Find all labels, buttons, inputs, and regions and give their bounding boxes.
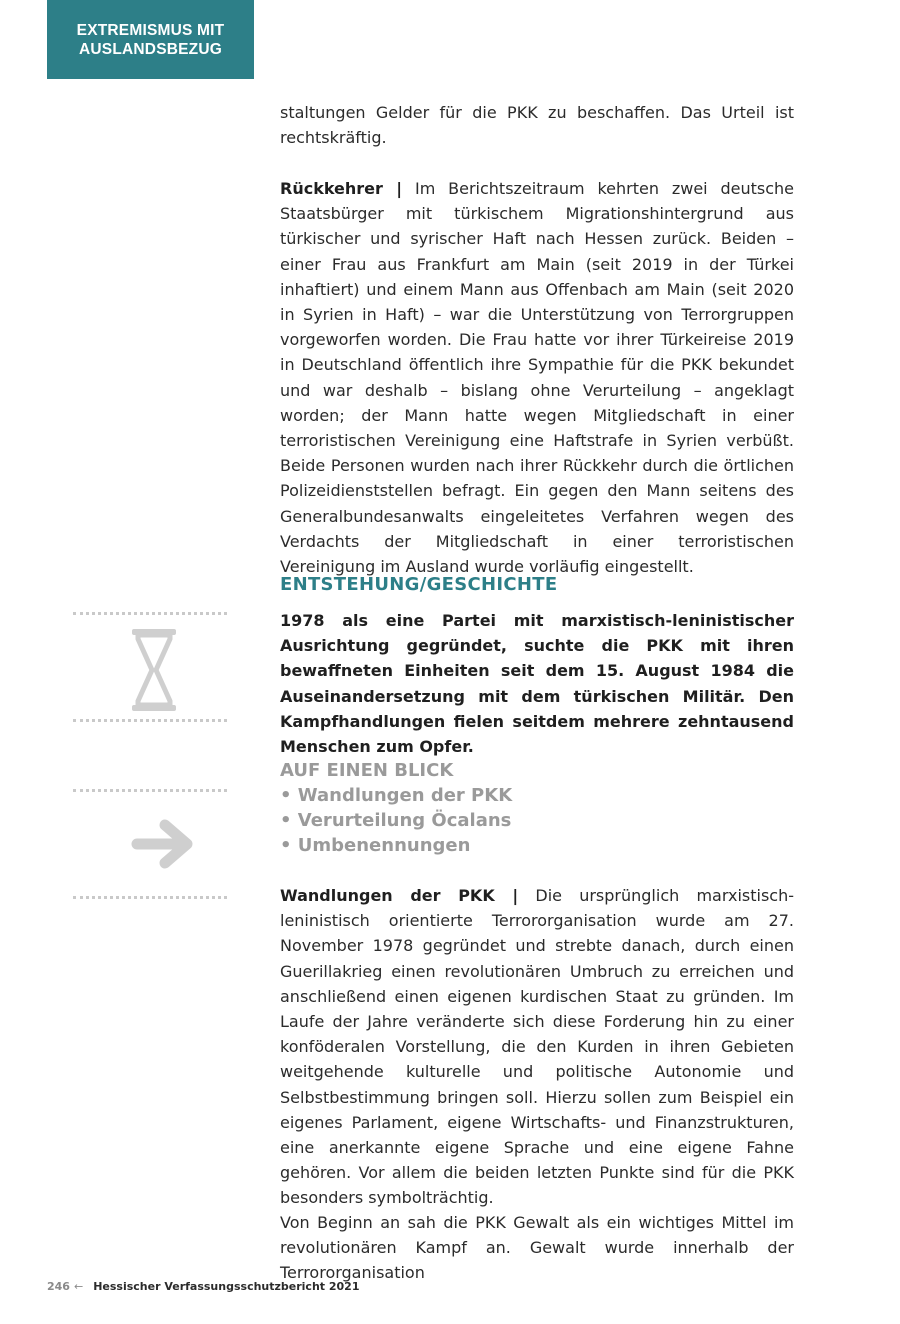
at-a-glance-item: • Wandlungen der PKK <box>280 783 794 808</box>
paragraph-rueckkehrer <box>280 176 794 579</box>
intro-summary: 1978 als eine Partei mit marxistisch-leninistischer Ausrichtung gegründet, suchte die PKK mit ihren bewaffneten Einheiten seit dem 15. August 1984 die Auseinandersetzung mit dem türkischen Militär. Den Kampfhandlungen fielen seitdem mehrere zehntausend Menschen zum Opfer. <box>280 611 794 757</box>
chapter-tab-line2: AUSLANDSBEZUG <box>79 40 222 58</box>
divider-dotted <box>73 612 227 615</box>
at-a-glance-title: AUF EINEN BLICK <box>280 760 454 781</box>
runin-wandlungen: Wandlungen der PKK | <box>280 886 519 905</box>
section-heading: ENTSTEHUNG/GESCHICHTE <box>280 574 558 595</box>
report-title: Hessischer Verfassungsschutzbericht 2021 <box>93 1280 360 1293</box>
page-footer <box>47 1280 360 1293</box>
at-a-glance-item: • Verurteilung Öcalans <box>280 808 794 833</box>
hourglass-icon <box>128 627 180 717</box>
divider-dotted <box>73 719 227 722</box>
at-a-glance-item: • Umbenennungen <box>280 833 794 858</box>
divider-dotted <box>73 896 227 899</box>
runin-rueckkehrer: Rückkehrer | <box>280 179 403 198</box>
paragraph-wandlungen <box>280 883 794 1211</box>
chapter-tab-line1: EXTREMISMUS MIT <box>76 21 225 39</box>
arrow-left-icon: ← <box>73 1280 84 1293</box>
paragraph-wandlungen-text: Die ursprünglich marxistisch-leninistisch orientierte Terrororganisation wurde am 27. November 1978 gegründet und strebte danach, durch einen Guerillakrieg einen revolutionären Umbruch zu erreichen und anschließend einen eigenen kurdischen Staat zu gründen. Im Laufe der Jahre veränderte sich diese Forderung hin zu einer konföderalen Vorstellung, die den Kurden in ihren Gebieten weitgehende kulturelle und politische Autonomie und Selbstbestimmung bringen soll. Hierzu sollen zum Beispiel ein eigenes Parlament, eigene Wirtschafts- und Finanzstrukturen, eine anerkannte eigene Sprache und eine eigene Fahne gehören. Vor allem die beiden letzten Punkte sind für die PKK besonders symbolträchtig. <box>280 886 794 1208</box>
paragraph-gewalt: Von Beginn an sah die PKK Gewalt als ein wichtiges Mittel im revolutionären Kampf an. Gewalt wurde innerhalb der Terrororganisation <box>280 1213 794 1283</box>
paragraph-rueckkehrer-text: Im Berichtszeitraum kehrten zwei deutsche Staatsbürger mit türkischem Migrationshintergrund aus türkischer und syrischer Haft nach Hessen zurück. Beiden – einer Frau aus Frankfurt am Main (seit 2019 in der Türkei inhaftiert) und einem Mann aus Offenbach am Main (seit 2020 in Syrien in Haft) – war die Unterstützung von Terrorgruppen vorgeworfen worden. Die Frau hatte vor ihrer Türkeireise 2019 in Deutschland öffentlich ihre Sympathie für die PKK bekundet und war deshalb – bislang ohne Verurteilung – angeklagt worden; der Mann hatte wegen Mitgliedschaft in einer terroristischen Vereinigung eine Haftstrafe in Syrien verbüßt. Beide Personen wurden nach ihrer Rückkehr durch die örtlichen Polizeidienststellen befragt. Ein gegen den Mann seitens des Generalbundesanwalts eingeleitetes Verfahren wegen des Verdachts der Mitgliedschaft in einer terroristischen Vereinigung im Ausland wurde vorläufig eingestellt. <box>280 179 794 577</box>
page-number: 246 <box>47 1280 70 1293</box>
divider-dotted <box>73 789 227 792</box>
arrow-right-icon <box>131 819 195 873</box>
at-a-glance-list <box>280 783 794 858</box>
paragraph-continued: staltungen Gelder für die PKK zu beschaffen. Das Urteil ist rechtskräftig. <box>280 103 794 148</box>
chapter-tab <box>47 0 254 79</box>
at-a-glance-box <box>280 758 794 858</box>
